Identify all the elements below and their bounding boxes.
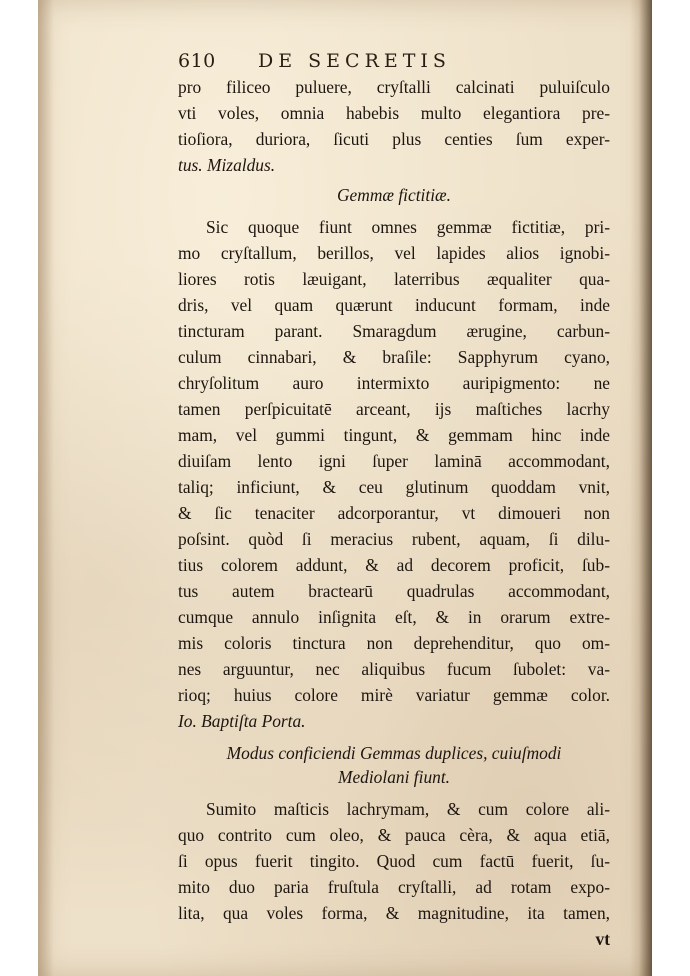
text-line: dris, vel quam quærunt inducunt formam, inde — [178, 295, 610, 315]
text-line: lita, qua voles forma, & magnitudine, ita tamen, — [178, 903, 610, 923]
text-line: tamen perſpicuitatē arceant, ijs maſtiches lacrhy — [178, 399, 610, 419]
text-line: mis coloris tinctura non deprehenditur, quo om- — [178, 633, 610, 653]
section-heading-continued: Mediolani fiunt. — [337, 767, 451, 787]
text-line: Sic quoque fiunt omnes gemmæ fictitiæ, pri- — [206, 217, 610, 237]
page-left-shadow — [38, 0, 54, 976]
catchword: vt — [595, 929, 610, 949]
text-line: diuiſam lento igni ſuper laminā accommodant, — [178, 451, 610, 471]
text-line: quo contrito cum oleo, & pauca cèra, & aqua etiā, — [178, 825, 610, 845]
text-line: poſsint. quòd ſi meracius rubent, aquam, ſi dilu- — [178, 529, 610, 549]
page-number: 610 — [178, 50, 216, 72]
author-attribution: tus. Mizaldus. — [178, 155, 276, 175]
text-line: tus autem bractearū quadrulas accommodant, — [178, 581, 610, 601]
text-line: ſi opus fuerit tingito. Quod cum factū fuerit, ſu- — [178, 851, 610, 871]
text-line: tius colorem addunt, & ad decorem proficit, ſub- — [178, 555, 610, 575]
text-line: & ſic tenaciter adcorporantur, vt dimoueri non — [178, 503, 610, 523]
text-line: mo cryſtallum, berillos, vel lapides alios ignobi- — [178, 243, 610, 263]
text-line: Sumito maſticis lachrymam, & cum colore ali- — [206, 799, 610, 819]
text-line: vti voles, omnia habebis multo elegantiora pre- — [178, 103, 610, 123]
section-heading: Gemmæ fictitiæ. — [337, 185, 451, 205]
text-line: mito duo paria fruſtula cryſtalli, ad rotam expo- — [178, 877, 610, 897]
text-line: nes arguuntur, nec aliquibus fucum ſubolet: va- — [178, 659, 610, 679]
text-line: liores rotis læuigant, laterribus æqualiter qua- — [178, 269, 610, 289]
text-line: rioq; huius colore mirè variatur gemmæ color. — [178, 685, 610, 705]
text-line: tincturam parant. Smaragdum ærugine, carbun- — [178, 321, 610, 341]
section-heading: Modus conficiendi Gemmas duplices, cuiuſmodi — [226, 743, 562, 763]
text-line: pro filiceo puluere, cryſtalli calcinati puluiſculo — [178, 77, 610, 97]
text-line: taliq; inficiunt, & ceu glutinum quoddam vnit, — [178, 477, 610, 497]
page-right-binding-shadow — [630, 0, 652, 976]
text-line: chryſolitum auro intermixto auripigmento: ne — [178, 373, 610, 393]
running-head — [178, 50, 538, 74]
text-line: culum cinnabari, & braſile: Sapphyrum cyano, — [178, 347, 610, 367]
text-line: cumque annulo inſignita eſt, & in orarum extre- — [178, 607, 610, 627]
text-line: mam, vel gummi tingunt, & gemmam hinc inde — [178, 425, 610, 445]
author-attribution: Io. Baptiſta Porta. — [178, 711, 306, 731]
running-title: DE SECRETIS — [258, 50, 451, 72]
text-line: tioſiora, duriora, ſicuti plus centies ſum exper- — [178, 129, 610, 149]
